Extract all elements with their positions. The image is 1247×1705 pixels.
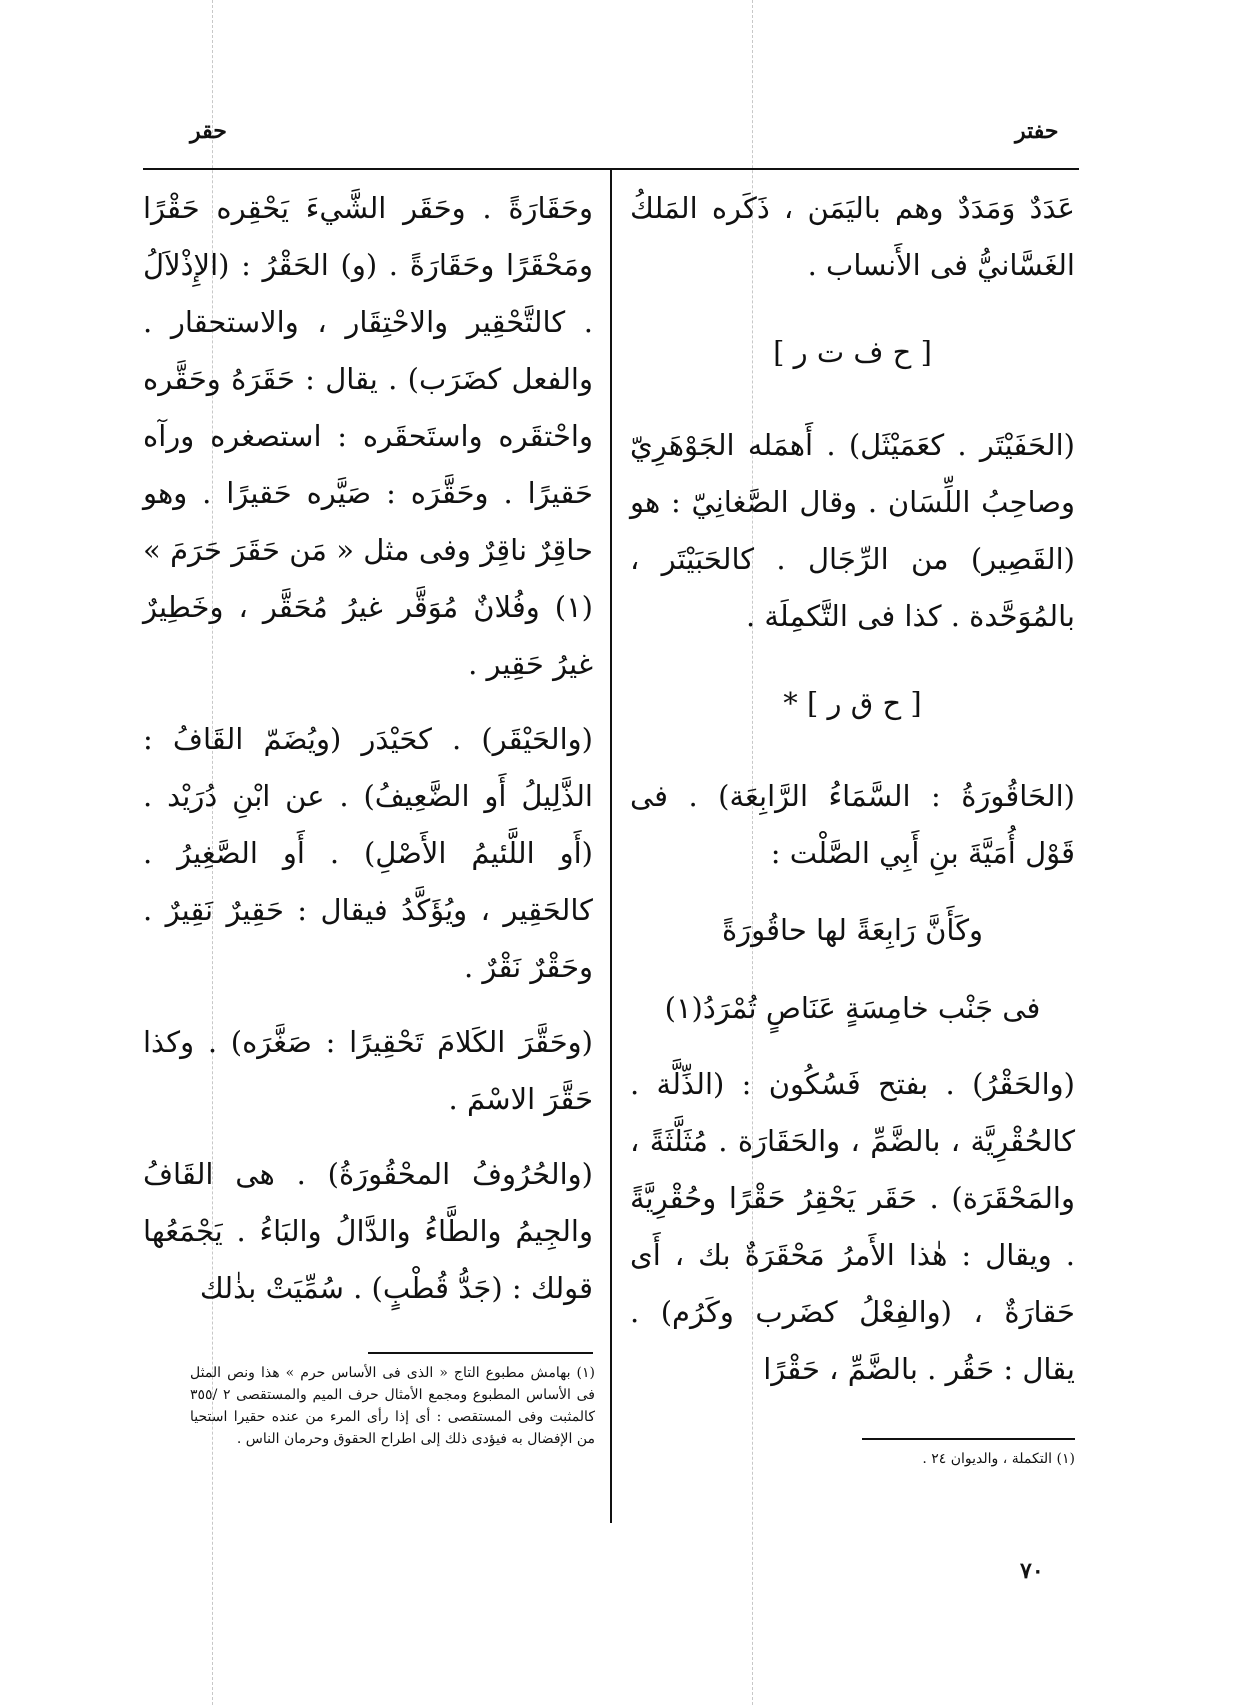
entry-heading: [ ح ق ر ] * [783, 686, 922, 720]
verse-line: فى جَنْب خامِسَةٍ عَنَاصٍ تُمْرَدُ(١) [664, 991, 1041, 1025]
paragraph: (والحُرُوفُ المحْقُورَةُ) . هى القَافُ والجِيمُ والطَّاءُ والدَّالُ والبَاءُ . يَجْمَعُها قولك : (جَدُّ قُطْبٍ) . سُمِّيَتْ بذٰلك [143, 1157, 593, 1305]
running-head-right: حفتر [1015, 118, 1059, 144]
paragraph: (وحَقَّرَ الكَلامَ تَحْقِيرًا : صَغَّرَه) . وكذا حَقَّرَ الاسْمَ . [143, 1025, 593, 1116]
footnote-rule-right [862, 1438, 1075, 1440]
footnote-left: (١) بهامش مطبوع التاج « الذى فى الأساس حرم » هذا ونص المثل فى الأساس المطبوع ومجمع الأمثال حرف الميم والمستقصى ٢ /٣٥٥ كالمثبت وفى المستقصى : أى إذا رأى المرء من عنده حقيرا استحيا من الإفضال به فيؤدى ذلك إلى اطراح الحقوق وحرمان الناس . [190, 1365, 595, 1447]
running-head-left: حقر [190, 118, 227, 144]
footnote-right: (١) التكملة ، والديوان ٢٤ . [922, 1451, 1075, 1467]
verse-line: وكَأَنَّ رَابِعَةً لها حاقُورَةً [721, 913, 984, 947]
paragraph: (الحَفَيْتَر . كعَمَيْثَل) . أَهمَله الجَوْهَرِيّ وصاحِبُ اللِّسَان . وقال الصَّغانِيّ : هو (القَصِير) من الرِّجَال . كالحَبَيْتَر ، بالمُوَحَّدة . كذا فى التَّكمِلَة . [630, 428, 1075, 633]
paragraph: وحَقَارَةً . وحَقَر الشَّيءَ يَحْقِره حَقْرًا ومَحْقَرًا وحَقَارَةً . (و) الحَقْرُ : (الإِذْلاَلُ . كالتَّحْقِير والاحْتِقَار ، والاستحقار . والفعل كضَرَب) . يقال : حَقَرَهُ وحَقَّره واحْتقَره واستَحقَره : استصغره ورآه حَقيرًا . وحَقَّرَه : صَيَّره حَقيرًا . وهو حاقِرٌ ناقِرٌ وفى مثل « مَن حَقَرَ حَرَمَ » (١) وفُلانٌ مُوَقَّر غيرُ مُحَقَّر ، وخَطِيرٌ غيرُ حَقِير . [143, 191, 593, 681]
page-number: ٧٠ [1020, 1558, 1044, 1584]
paragraph: عَدَدٌ وَمَدَدٌ وهم باليَمَن ، ذَكَره المَلكُ الغَسَّانيُّ فى الأَنساب . [630, 191, 1075, 282]
paragraph: (والحَقْرُ) . بفتح فَسُكُون : (الذِّلَّة . كالحُقْرِيَّة ، بالضَّمِّ ، والحَقَارَة . مُثَلَّثَةً ، والمَحْقَرَة) . حَقَر يَحْقِرُ حَقْرًا وحُقْرِيَّةً . ويقال : هٰذا الأَمرُ مَحْقَرَةٌ بك ، أَى حَقارَةٌ ، (والفِعْلُ كضَرب وكَرُم) . يقال : حَقُر . بالضَّمِّ ، حَقْرًا [630, 1067, 1075, 1386]
column-divider [610, 168, 612, 1523]
paragraph: (الحَاقُورَةُ : السَّمَاءُ الرَّابِعَة) . فى قَوْل أُمَيَّةَ بنِ أَبِي الصَّلْت : [630, 779, 1075, 870]
left-column [143, 180, 593, 1335]
paragraph: (والحَيْقَر) . كحَيْدَر (ويُضَمّ القَافُ : الذَّلِيلُ أَو الضَّعِيفُ) . عن ابْنِ دُرَيْد . (أَو اللَّئيمُ الأَصْلِ) . أَو الصَّغِيرُ . كالحَقِير ، ويُؤَكَّدُ فيقال : حَقِيرٌ نَقِيرٌ . وحَقْرٌ نَقْرٌ . [143, 722, 593, 984]
entry-heading: [ ح ف ت ر ] [773, 335, 932, 369]
footnote-rule-left [368, 1352, 593, 1354]
right-column [630, 180, 1075, 1416]
